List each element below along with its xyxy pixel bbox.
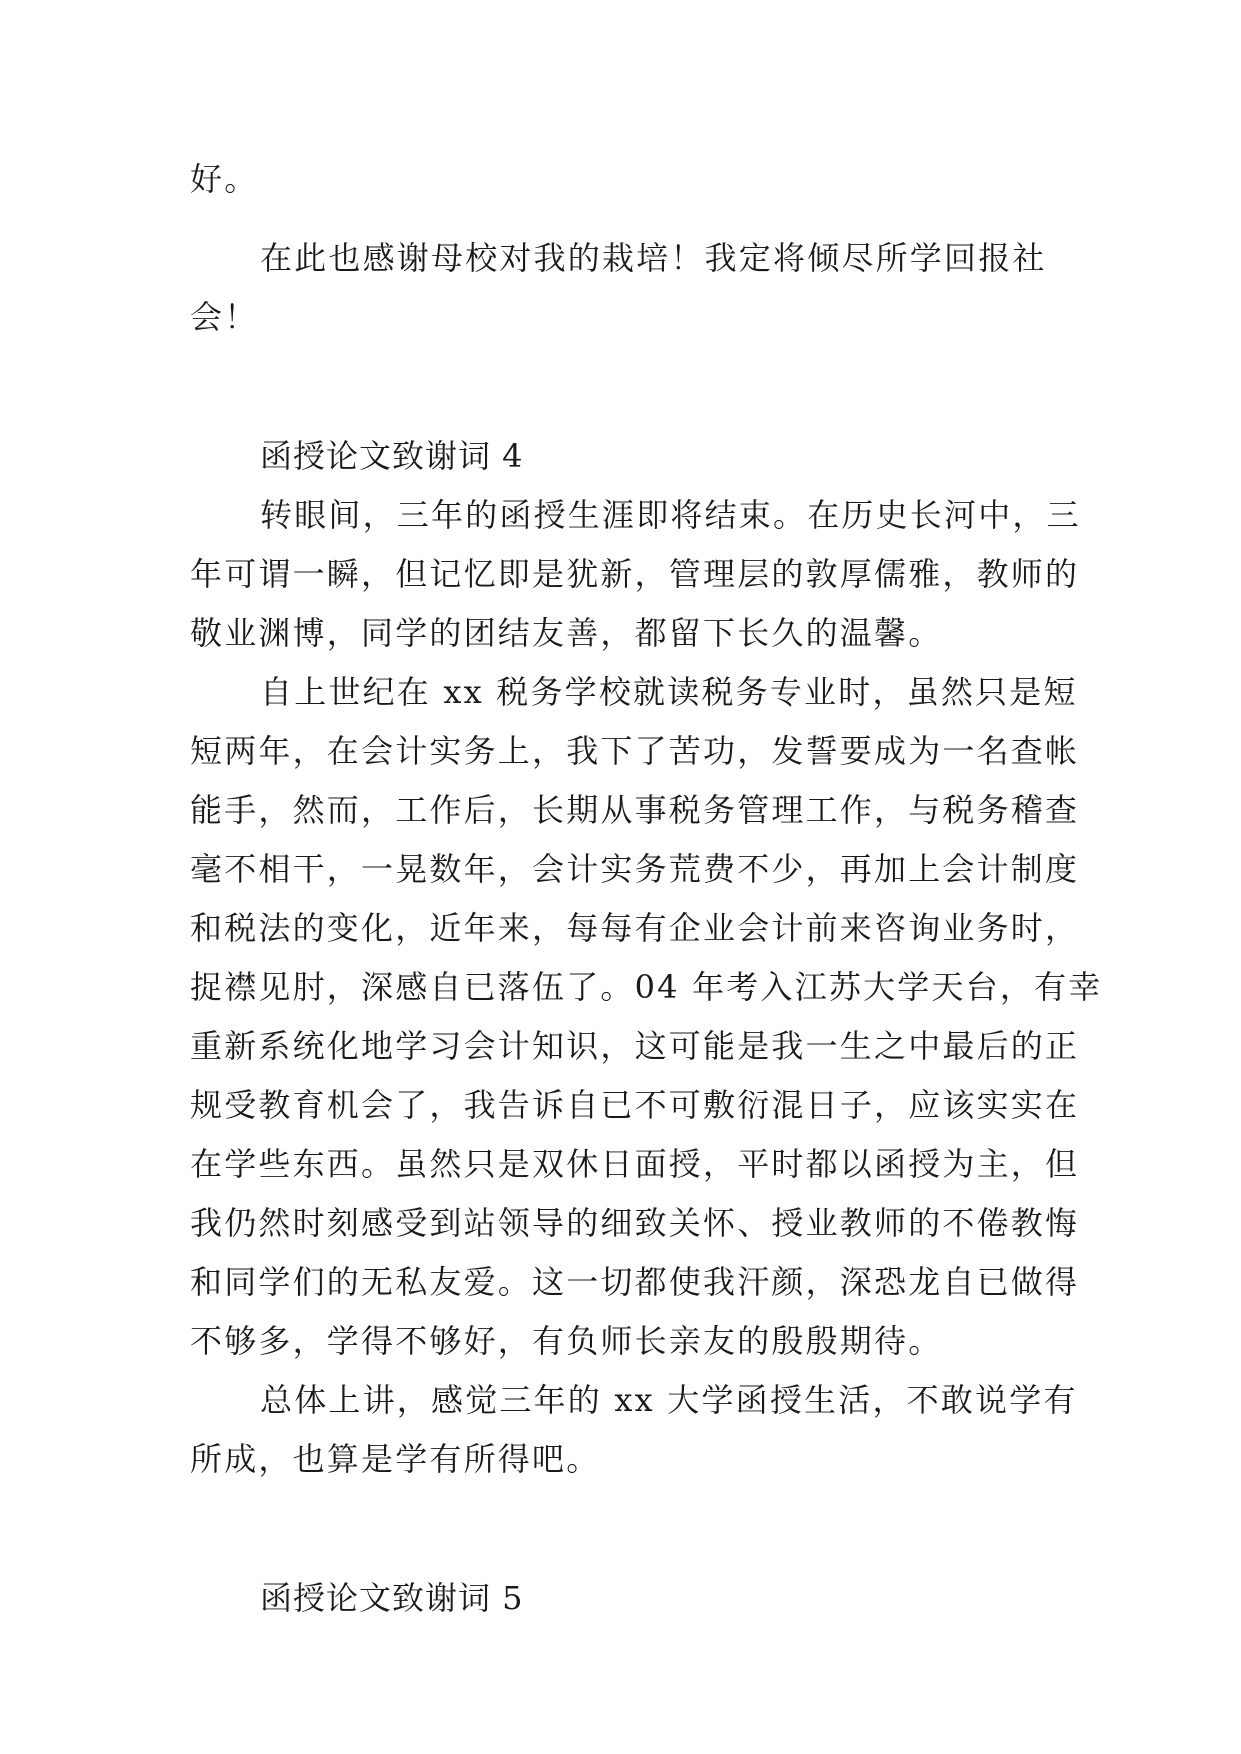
spacer — [190, 209, 1052, 229]
paragraph-line: 和税法的变化，近年来，每每有企业会计前来咨询业务时， — [190, 909, 1080, 947]
paragraph-line: 会！ — [190, 298, 259, 336]
paragraph-line: 毫不相干，一晃数年，会计实务荒费不少，再加上会计制度 — [190, 850, 1080, 888]
paragraph-line: 自上世纪在 xx 税务学校就读税务专业时，虽然只是短 — [260, 673, 1078, 711]
document-page — [190, 150, 1103, 1628]
paragraph-line: 规受教育机会了，我告诉自已不可敷衍混日子，应该实实在 — [190, 1086, 1080, 1124]
paragraph-line: 年可谓一瞬，但记忆即是犹新，管理层的敦厚儒雅，教师的 — [190, 555, 1080, 593]
section-heading: 函授论文致谢词 4 — [260, 437, 524, 475]
paragraph-line: 我仍然时刻感受到站领导的细致关怀、授业教师的不倦教悔 — [190, 1204, 1080, 1242]
section-heading: 函授论文致谢词 5 — [260, 1579, 524, 1617]
spacer — [190, 347, 1052, 427]
paragraph-line: 能手，然而，工作后，长期从事税务管理工作，与税务稽查 — [190, 791, 1080, 829]
paragraph-line: 好。 — [190, 160, 259, 198]
paragraph-line: 敬业渊博，同学的团结友善，都留下长久的温馨。 — [190, 614, 943, 652]
spacer — [190, 1489, 1052, 1569]
paragraph-line: 捉襟见肘，深感自已落伍了。04 年考入江苏大学天台，有幸 — [190, 968, 1103, 1006]
paragraph-line: 转眼间，三年的函授生涯即将结束。在历史长河中，三 — [260, 496, 1081, 534]
paragraph-line: 总体上讲，感觉三年的 xx 大学函授生活，不敢说学有 — [260, 1381, 1078, 1419]
paragraph-line: 重新系统化地学习会计知识，这可能是我一生之中最后的正 — [190, 1027, 1080, 1065]
paragraph-line: 和同学们的无私友爱。这一切都使我汗颜，深恐龙自已做得 — [190, 1263, 1080, 1301]
paragraph-line: 所成，也算是学有所得吧。 — [190, 1440, 601, 1478]
paragraph-line: 在此也感谢母校对我的栽培！我定将倾尽所学回报社 — [260, 239, 1047, 277]
paragraph-line: 短两年，在会计实务上，我下了苦功，发誓要成为一名查帐 — [190, 732, 1080, 770]
paragraph-line: 不够多，学得不够好，有负师长亲友的殷殷期待。 — [190, 1322, 943, 1360]
paragraph-line: 在学些东西。虽然只是双休日面授，平时都以函授为主，但 — [190, 1145, 1080, 1183]
